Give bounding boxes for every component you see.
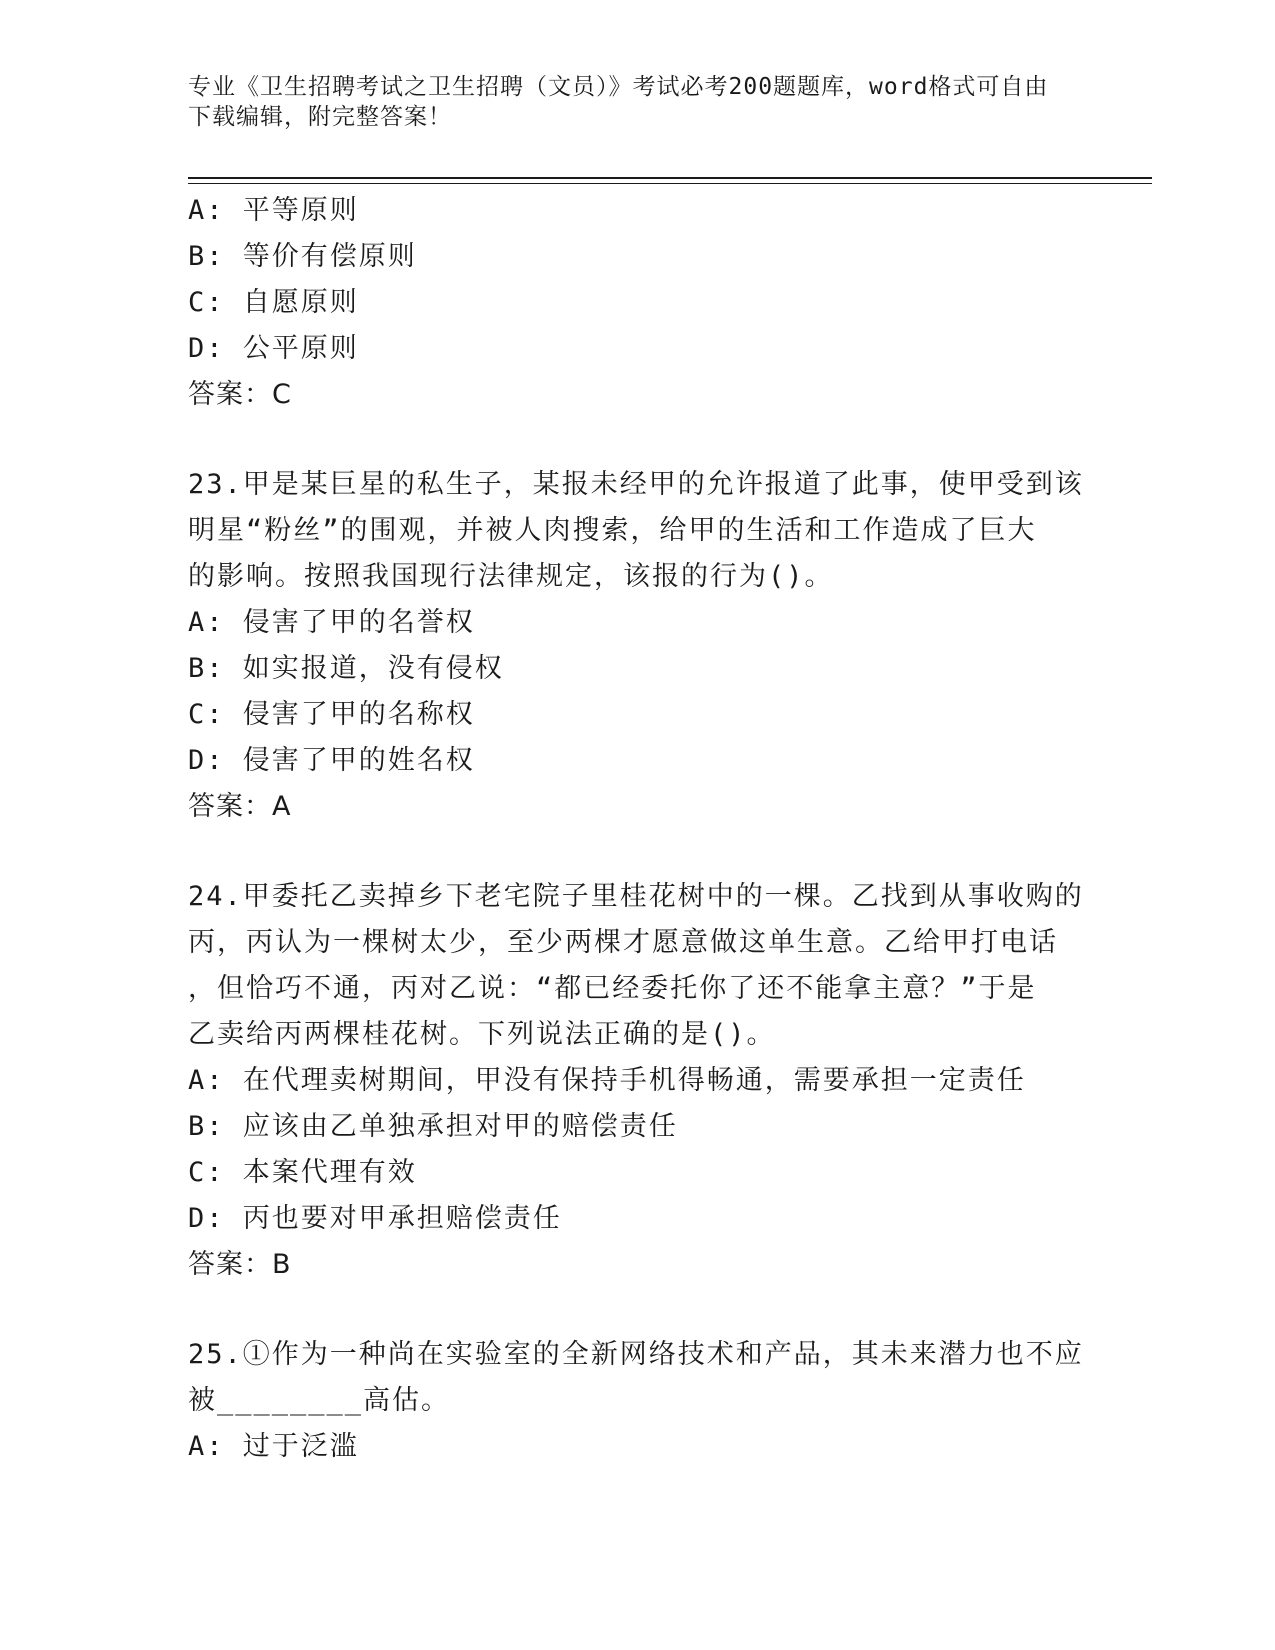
document-header: 专业《卫生招聘考试之卫生招聘（文员）》考试必考200题题库，word格式可自由下载编辑，附完整答案！ [188,74,1049,130]
option-b: B: 如实报道，没有侵权 [188,653,504,684]
option-d: D: 公平原则 [188,333,359,364]
option-b: B: 应该由乙单独承担对甲的赔偿责任 [188,1111,678,1142]
spacer [188,418,1088,462]
question-stem-line: 23.甲是某巨星的私生子，某报未经甲的允许报道了此事，使甲受到该 [188,469,1084,500]
option-c: C: 自愿原则 [188,287,359,318]
question-stem-line: 明星“粉丝”的围观，并被人肉搜索，给甲的生活和工作造成了巨大 [188,515,1037,546]
option-c: C: 本案代理有效 [188,1157,417,1188]
question-24 [188,874,1088,1288]
option-a: A: 过于泛滥 [188,1431,359,1462]
question-stem-line: 24.甲委托乙卖掉乡下老宅院子里桂花树中的一棵。乙找到从事收购的 [188,881,1084,912]
question-25 [188,1332,1088,1470]
header-divider-thin [188,183,1152,184]
question-23 [188,462,1088,830]
question-stem-line: 被________高估。 [188,1385,451,1416]
question-stem-line: 丙，丙认为一棵树太少，至少两棵才愿意做这单生意。乙给甲打电话 [188,927,1058,958]
question-stem-line: 25.①作为一种尚在实验室的全新网络技术和产品，其未来潜力也不应 [188,1339,1084,1370]
option-a: A: 平等原则 [188,195,359,226]
option-a: A: 在代理卖树期间，甲没有保持手机得畅通，需要承担一定责任 [188,1065,1026,1096]
question-stem-line: 的影响。按照我国现行法律规定，该报的行为()。 [188,561,834,592]
answer: 答案：A [188,791,292,822]
question-stem-line: ，但恰巧不通，丙对乙说：“都已经委托你了还不能拿主意？”于是 [188,973,1037,1004]
option-d: D: 丙也要对甲承担赔偿责任 [188,1203,562,1234]
spacer [188,830,1088,874]
spacer [188,1288,1088,1332]
question-stem-line: 乙卖给丙两棵桂花树。下列说法正确的是()。 [188,1019,776,1050]
option-d: D: 侵害了甲的姓名权 [188,745,475,776]
option-a: A: 侵害了甲的名誉权 [188,607,475,638]
question-22 [188,188,1088,418]
option-b: B: 等价有偿原则 [188,241,417,272]
answer: 答案：C [188,379,292,410]
option-c: C: 侵害了甲的名称权 [188,699,475,730]
answer: 答案：B [188,1249,292,1280]
question-list [188,188,1088,1470]
header-divider [188,177,1152,179]
